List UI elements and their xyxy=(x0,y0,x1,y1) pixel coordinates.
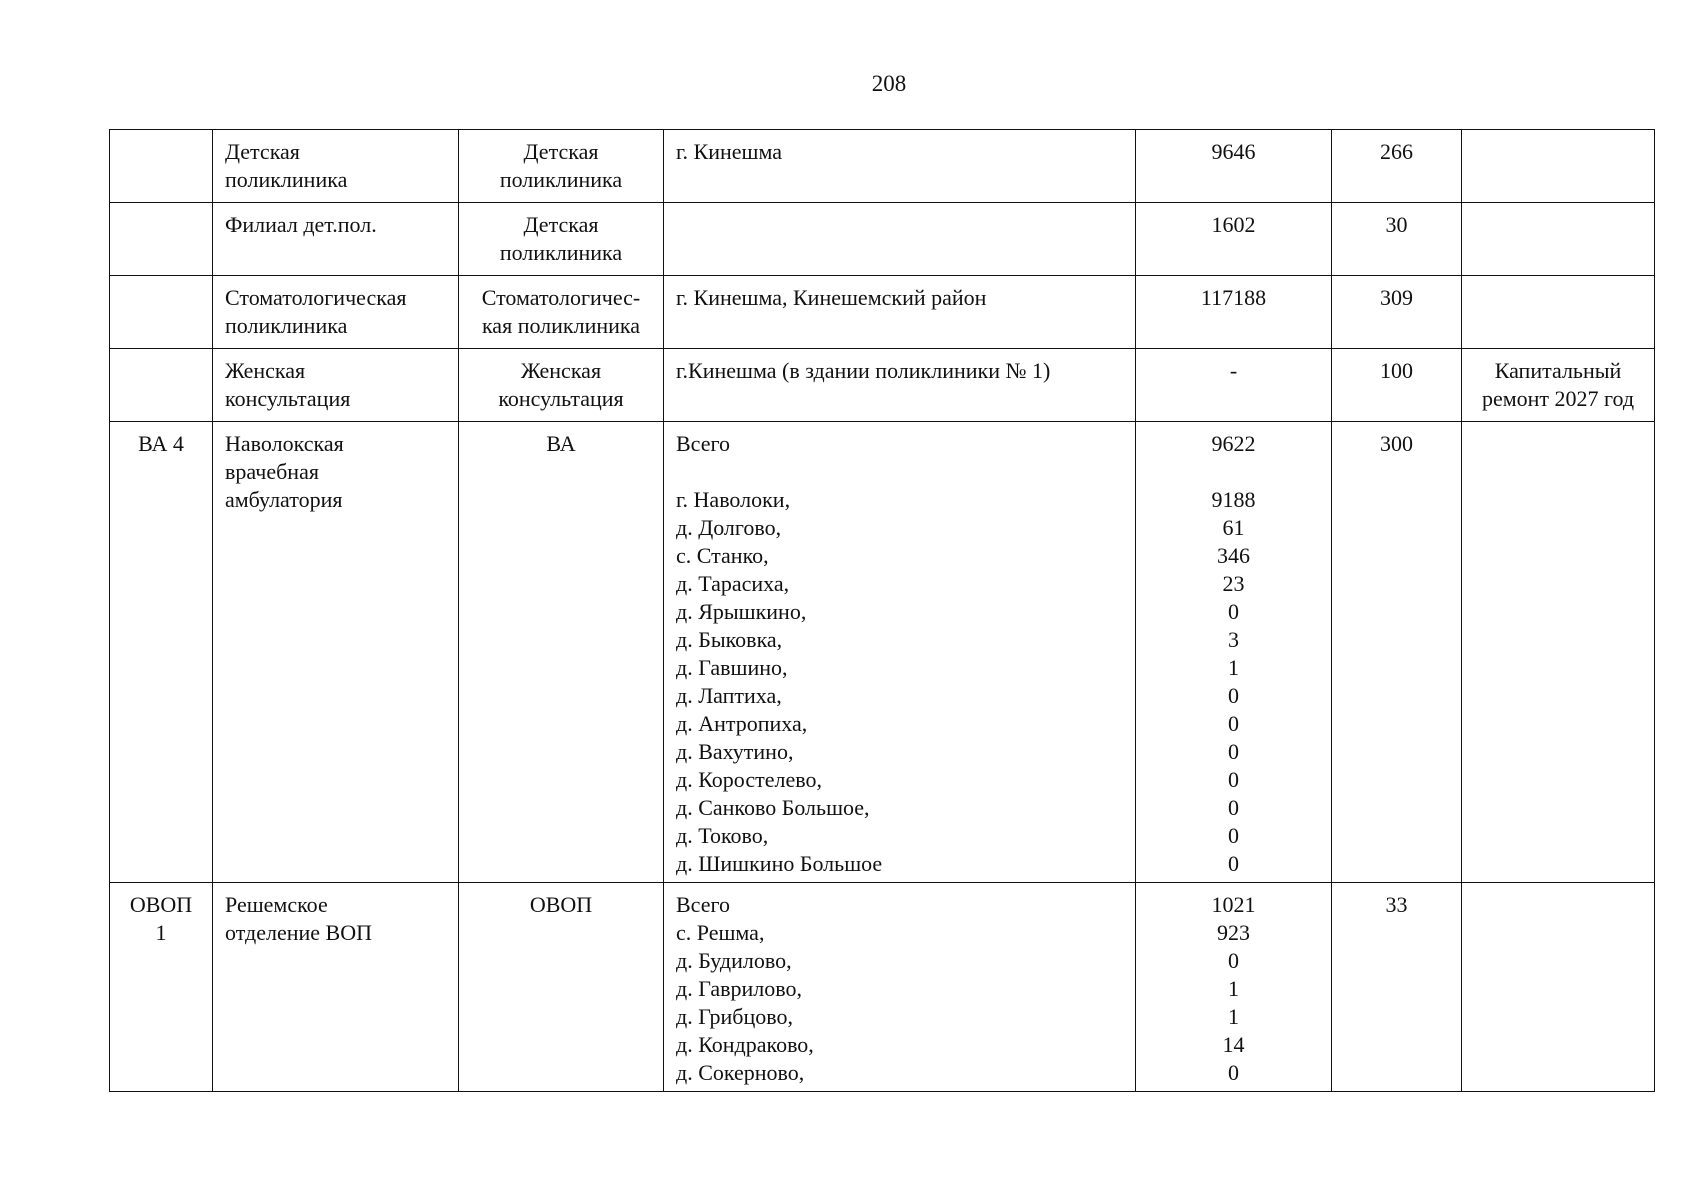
population-cell: 117188 xyxy=(1136,276,1332,349)
type-cell: ОВОП xyxy=(459,883,664,1092)
table-row xyxy=(110,130,1655,203)
area-cell xyxy=(664,203,1136,276)
code-cell: ОВОП 1 xyxy=(110,883,213,1092)
table-row xyxy=(110,349,1655,422)
area-cell: г. Кинешма xyxy=(664,130,1136,203)
number-cell: 30 xyxy=(1332,203,1462,276)
name-cell: Детская поликлиника xyxy=(213,130,459,203)
area-cell: Всего с. Решма, д. Будилово, д. Гаврилово, д. Грибцово, д. Кондраково, д. Сокерново, xyxy=(664,883,1136,1092)
area-cell: г.Кинешма (в здании поликлиники № 1) xyxy=(664,349,1136,422)
table-row xyxy=(110,883,1655,1092)
area-cell: Всего г. Наволоки, д. Долгово, с. Станко, д. Тарасиха, д. Ярышкино, д. Быковка, д. Гавшино, д. Лаптиха, д. Антропиха, д. Вахутино, д. Коростелево, д. Санково Большое, д. Токово, д. Шишкино Большое xyxy=(664,422,1136,883)
population-cell: 1602 xyxy=(1136,203,1332,276)
note-cell xyxy=(1462,883,1655,1092)
number-cell: 100 xyxy=(1332,349,1462,422)
note-cell: Капитальный ремонт 2027 год xyxy=(1462,349,1655,422)
number-cell: 309 xyxy=(1332,276,1462,349)
note-cell xyxy=(1462,422,1655,883)
page-number: 208 xyxy=(871,71,907,96)
name-cell: Филиал дет.пол. xyxy=(213,203,459,276)
code-cell xyxy=(110,349,213,422)
name-cell: Наволокская врачебная амбулатория xyxy=(213,422,459,883)
table-row xyxy=(110,203,1655,276)
code-cell: ВА 4 xyxy=(110,422,213,883)
code-cell xyxy=(110,276,213,349)
type-cell: Стоматологичес- кая поликлиника xyxy=(459,276,664,349)
number-cell: 33 xyxy=(1332,883,1462,1092)
number-cell: 266 xyxy=(1332,130,1462,203)
population-cell: 1021 923 0 1 1 14 0 xyxy=(1136,883,1332,1092)
population-cell: - xyxy=(1136,349,1332,422)
type-cell: Детская поликлиника xyxy=(459,203,664,276)
note-cell xyxy=(1462,276,1655,349)
population-cell: 9622 9188 61 346 23 0 3 1 0 0 0 0 0 0 0 xyxy=(1136,422,1332,883)
code-cell xyxy=(110,130,213,203)
population-cell: 9646 xyxy=(1136,130,1332,203)
area-cell: г. Кинешма, Кинешемский район xyxy=(664,276,1136,349)
table-row xyxy=(110,422,1655,883)
facilities-table xyxy=(109,129,1655,1092)
code-cell xyxy=(110,203,213,276)
number-cell: 300 xyxy=(1332,422,1462,883)
note-cell xyxy=(1462,203,1655,276)
name-cell: Решемское отделение ВОП xyxy=(213,883,459,1092)
type-cell: Детская поликлиника xyxy=(459,130,664,203)
note-cell xyxy=(1462,130,1655,203)
table-row xyxy=(110,276,1655,349)
type-cell: ВА xyxy=(459,422,664,883)
name-cell: Женская консультация xyxy=(213,349,459,422)
type-cell: Женская консультация xyxy=(459,349,664,422)
name-cell: Стоматологическая поликлиника xyxy=(213,276,459,349)
